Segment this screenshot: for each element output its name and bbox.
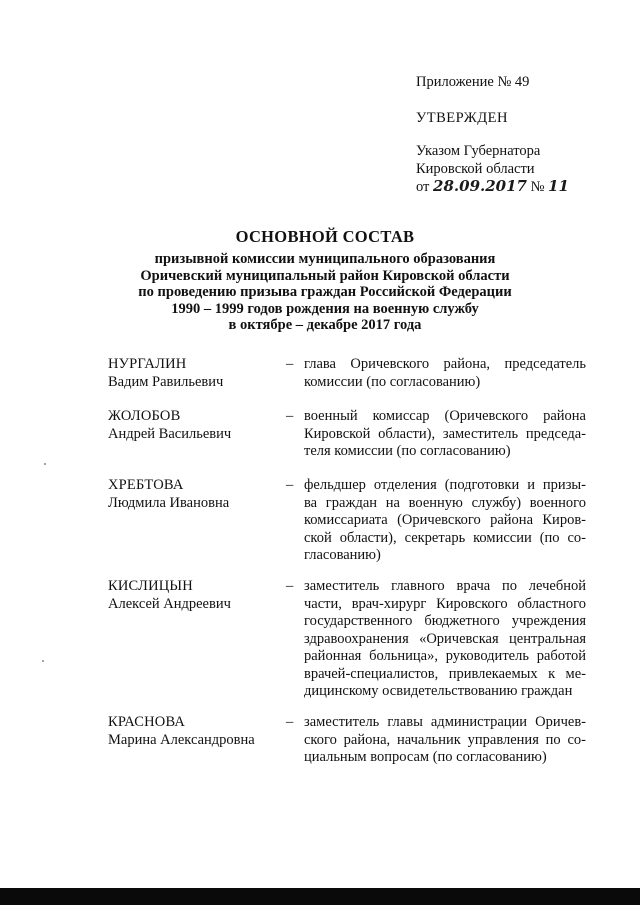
member-name (108, 408, 286, 461)
role-line: здравоохранения «Оричевская центральная (304, 630, 586, 647)
decree-line-1: Указом Губернатора (416, 143, 541, 159)
role-line: фельдшер отделения (подготовки и призы- (304, 477, 586, 493)
member-given-names: Вадим Равильевич (108, 373, 224, 390)
dash-separator: – (286, 408, 294, 424)
member-given-names: Алексей Андреевич (108, 595, 231, 612)
member-given-names: Людмила Ивановна (108, 494, 230, 511)
scan-speck (44, 463, 46, 465)
member-given-names: Марина Александровна (108, 731, 255, 748)
member-entry (108, 408, 586, 461)
scan-speck (42, 660, 44, 662)
member-name (108, 578, 286, 701)
role-line: теля комиссии (по согласованию) (304, 443, 511, 459)
title-subline: 1990 – 1999 годов рождения на военную службу (171, 300, 479, 317)
member-role (304, 477, 586, 565)
approved-heading: УТВЕРЖДЕН (416, 109, 508, 126)
role-line: ского района, начальник управления по со- (304, 731, 586, 748)
role-line: гласованию) (304, 547, 381, 563)
handwritten-number: 11 (548, 177, 569, 195)
role-line: врачей-специалистов, привлекаемых к ме- (304, 665, 586, 682)
member-entry (108, 578, 586, 701)
member-surname: КИСЛИЦЫН (108, 578, 193, 594)
title-subline: по проведению призыва граждан Российской Федерации (138, 284, 512, 300)
document-title: ОСНОВНОЙ СОСТАВ (235, 227, 415, 246)
role-line: ва граждан на военную службу) военного (304, 494, 586, 511)
member-entry (108, 356, 586, 391)
role-line: комиссариата (Оричевского района Киров- (304, 512, 586, 528)
member-entry (108, 714, 586, 767)
member-role (304, 408, 586, 461)
member-role (304, 714, 586, 767)
role-line: государственного бюджетного учреждения (304, 613, 586, 629)
member-name (108, 714, 286, 767)
role-line: заместитель главного врача по лечебной (304, 578, 586, 594)
dash-separator: – (286, 356, 294, 372)
role-line: дицинскому освидетельствованию граждан (304, 683, 573, 699)
appendix-number: Приложение № 49 (416, 74, 530, 90)
member-surname: НУРГАЛИН (108, 356, 187, 372)
title-subline: в октябре – декабре 2017 года (228, 317, 422, 333)
number-prefix: № (530, 179, 545, 195)
decree-line-2: Кировской области (416, 160, 535, 177)
approval-stamp-block (416, 74, 616, 197)
role-line: циальным вопросам (по согласованию) (304, 749, 547, 765)
document-title-block (90, 227, 560, 334)
member-name (108, 477, 286, 565)
role-line: комиссии (по согласованию) (304, 373, 481, 390)
member-name (108, 356, 286, 391)
decree-date-line (416, 178, 616, 197)
member-surname: ХРЕБТОВА (108, 477, 184, 493)
dash-separator: – (286, 477, 294, 493)
role-line: части, врач-хирург Кировского областного (304, 595, 586, 612)
role-line: Кировской области), заместитель председа- (304, 425, 586, 442)
role-line: глава Оричевского района, председатель (304, 356, 586, 372)
scan-bottom-edge (0, 888, 640, 905)
member-given-names: Андрей Васильевич (108, 425, 232, 442)
member-role (304, 356, 586, 391)
role-line: ской области), секретарь комиссии (по со- (304, 529, 586, 546)
role-line: военный комиссар (Оричевского района (304, 408, 586, 424)
title-subline: призывной комиссии муниципального образования (154, 251, 496, 267)
dash-separator: – (286, 714, 294, 730)
member-entry (108, 477, 586, 565)
role-line: заместитель главы администрации Оричев- (304, 714, 586, 730)
member-surname: ЖОЛОБОВ (108, 408, 181, 424)
date-prefix: от (416, 179, 430, 195)
handwritten-date: 28.09.2017 (433, 177, 527, 195)
member-surname: КРАСНОВА (108, 714, 186, 730)
role-line: районная больница», руководитель работой (304, 648, 586, 664)
dash-separator: – (286, 578, 294, 594)
member-role (304, 578, 586, 701)
title-subline: Оричевский муниципальный район Кировской области (140, 267, 510, 284)
